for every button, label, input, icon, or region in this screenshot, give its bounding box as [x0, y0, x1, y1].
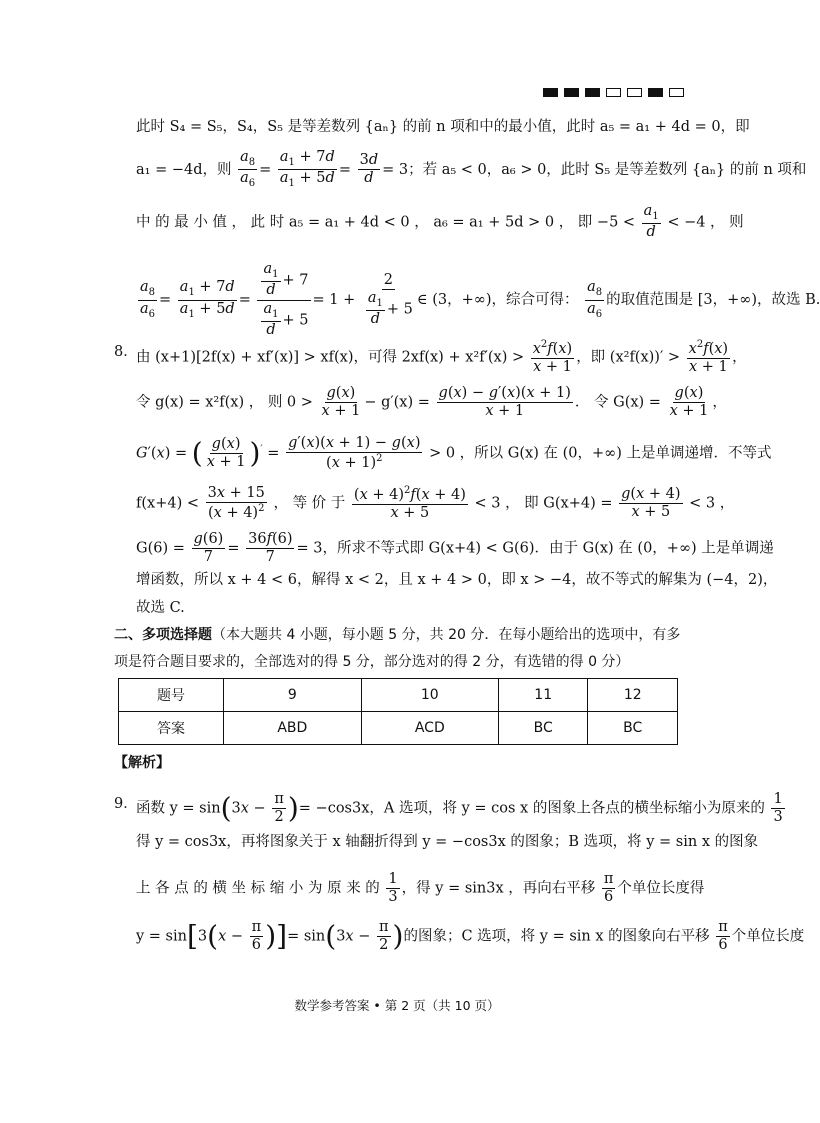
section-2-desc: 项是符合题目要求的，全部选对的得 5 分，部分选对的得 2 分，有选错的得 0 分）	[114, 654, 630, 670]
p9-line-4: y = sin[3(x − $\frac{\pi}{6}$ )]= sin(3x − $\frac{\pi}{2}$ )的图象；C 选项，将 y = sin x 的图象向右平移 $\frac{\pi}{6}$ 个单位长度	[136, 919, 805, 954]
table-cell: ABD	[224, 712, 362, 745]
header-mark	[648, 88, 663, 97]
answer-table	[118, 678, 678, 745]
p9-line-2: 得 y = cos3x，再将图象关于 x 轴翻折得到 y = −cos3x 的图象；B 选项，将 y = sin x 的图象	[136, 834, 759, 850]
p7-line-4: $\frac{a_8}{a_6}$ = $\frac{a_1 + 7d}{a_1 + 5d}$ = $\frac{a_1}{d}$ + 7 $\frac{a_1}{d}$ + 5 = 1 + 2 $\frac{a_1}{d}$ + 5 ∈ (3，+∞)，综合可得： $\frac{a_8}{a_6}$ 的取值范围是 [3，+∞)，故选 B.	[140, 261, 820, 338]
p7-line-1: 此时 S₄ = S₅，S₄，S₅ 是等差数列 {aₙ} 的前 n 项和中的最小值，此时 a₅ = a₁ + 4d = 0，即	[136, 119, 750, 135]
fraction: $\frac{g(x) - g'(x)(x + 1)}{x + 1}$	[438, 385, 571, 420]
p8-line-6: 增函数，所以 x + 4 < 6，解得 x < 2，且 x + 4 > 0，即 x > −4，故不等式的解集为 (−4，2)，	[136, 572, 778, 588]
header-mark	[669, 88, 684, 97]
header-mark	[627, 88, 642, 97]
fraction: $\frac{3d}{d}$	[359, 152, 379, 187]
table-cell: 10	[361, 679, 498, 712]
p7-line-3: 中 的 最 小 值 ， 此 时 a₅ = a₁ + 4d < 0 ， a₆ = a₁ + 5d > 0 ， 即 −5 < $\frac{a_1}{d}$ < −4 ， 则	[136, 203, 744, 241]
problem-8-number: 8．	[114, 344, 138, 360]
p8-line-3: G′(x) = ( $\frac{g(x)}{x + 1}$ )′ = $\frac{g'(x)(x + 1) - g(x)}{(x + 1)^2}$ > 0 ，所以 G(x) 在 (0，+∞) 上是单调递增．不等式	[136, 435, 772, 472]
header-mark	[564, 88, 579, 97]
table-cell: 11	[498, 679, 588, 712]
table-cell: 答案	[119, 712, 224, 745]
fraction: $\frac{g(x)}{x + 1}$	[321, 385, 361, 420]
table-cell: ACD	[361, 712, 498, 745]
analysis-heading: 【解析】	[114, 755, 170, 771]
fraction: $\frac{1}{3}$	[388, 871, 398, 906]
fraction: $\frac{g(x)}{x + 1}$	[669, 385, 709, 420]
fraction: $\frac{3x + 15}{(x + 4)^2}$	[207, 485, 265, 522]
fraction: $\frac{g(6)}{7}$	[193, 531, 224, 566]
fraction: $\frac{\pi}{2}$	[378, 919, 389, 954]
table-cell: 题号	[119, 679, 224, 712]
header-mark	[543, 88, 558, 97]
p8-line-5: G(6) = $\frac{g(6)}{7}$ = $\frac{36f(6)}{7}$ = 3，所求不等式即 G(x+4) < G(6)．由于 G(x) 在 (0，+∞) 上是单调递	[136, 531, 774, 566]
p7-line-2: a₁ = −4d，则 $\frac{a_8}{a_6}$ = $\frac{a_1 + 7d}{a_1 + 5d}$ = $\frac{3d}{d}$ = 3；若 a₅ < 0，a₆ > 0，此时 S₅ 是等差数列 {aₙ} 的前 n 项和	[136, 149, 807, 190]
problem-9-number: 9．	[114, 796, 138, 812]
p8-line-4: f(x+4) < $\frac{3x + 15}{(x + 4)^2}$ ， 等 价 于 $\frac{(x + 4)^2f(x + 4)}{x + 5}$ < 3 ， 即 G(x+4) = $\frac{g(x + 4)}{x + 5}$ < 3 ，	[136, 485, 735, 522]
fraction: $\frac{\pi}{6}$	[718, 919, 728, 954]
section-2-title: 二、多项选择题（本大题共 4 小题，每小题 5 分，共 20 分．在每小题给出的选项中，有多	[114, 627, 681, 643]
fraction: $\frac{\pi}{6}$	[603, 871, 614, 906]
fraction: $\frac{x^2f(x)}{x + 1}$	[532, 339, 573, 376]
fraction: $\frac{g'(x)(x + 1) - g(x)}{(x + 1)^2}$	[288, 435, 421, 472]
table-cell: 12	[588, 679, 678, 712]
table-row	[119, 679, 678, 712]
fraction: $\frac{a_1}{d}$ + 7 $\frac{a_1}{d}$ + 5	[257, 262, 310, 338]
fraction: $\frac{a_8}{a_6}$	[587, 279, 603, 320]
p9-line-1: 函数 y = sin(3x − $\frac{\pi}{2}$ )= −cos3x，A 选项，将 y = cos x 的图象上各点的横坐标缩小为原来的 $\frac{1}{3}$	[136, 791, 783, 826]
fraction: $\frac{a_1 + 7d}{a_1 + 5d}$	[279, 149, 335, 190]
fraction: $\frac{g(x + 4)}{x + 5}$	[621, 485, 681, 521]
table-cell: BC	[498, 712, 588, 745]
fraction: $\frac{1}{3}$	[773, 791, 783, 826]
fraction: $\frac{a_8}{a_6}$	[140, 279, 156, 320]
table-row	[119, 712, 678, 745]
fraction: $\frac{g(x)}{x + 1}$	[206, 435, 246, 471]
fraction: $\frac{(x + 4)^2f(x + 4)}{x + 5}$	[353, 485, 466, 522]
table-cell: 9	[224, 679, 362, 712]
page-footer: 数学参考答案 • 第 2 页（共 10 页）	[294, 998, 500, 1013]
fraction: $\frac{\pi}{6}$	[251, 919, 262, 954]
header-mark	[585, 88, 600, 97]
p9-line-3: 上 各 点 的 横 坐 标 缩 小 为 原 来 的 $\frac{1}{3}$ ，得 y = sin3x ，再向右平移 $\frac{\pi}{6}$ 个单位长度得	[136, 871, 705, 906]
fraction: $\frac{a_1}{d}$	[643, 203, 659, 241]
p8-line-2: 令 g(x) = x²f(x) ， 则 0 > $\frac{g(x)}{x + 1}$ − g′(x) = $\frac{g(x) - g'(x)(x + 1)}{x + 1}$ ． 令 G(x) = $\frac{g(x)}{x + 1}$ ，	[136, 385, 727, 420]
p8-line-1: 由 (x+1)[2f(x) + xf′(x)] > xf(x)，可得 2xf(x) + x²f′(x) > $\frac{x^2f(x)}{x + 1}$ ，即 (x²f(x))′ > $\frac{x^2f(x)}{x + 1}$ ，	[136, 339, 747, 376]
header-mark	[606, 88, 621, 97]
fraction: $\frac{x^2f(x)}{x + 1}$	[688, 339, 729, 376]
fraction: 2 $\frac{a_1}{d}$ + 5	[367, 271, 413, 328]
fraction: $\frac{\pi}{2}$	[274, 791, 284, 826]
fraction: $\frac{a_1 + 7d}{a_1 + 5d}$	[179, 279, 235, 320]
fraction: $\frac{36f(6)}{7}$	[248, 531, 293, 566]
p8-line-7: 故选 C.	[136, 600, 185, 616]
header-marks	[543, 88, 684, 97]
table-cell: BC	[588, 712, 678, 745]
fraction: $\frac{a_8}{a_6}$	[240, 149, 256, 190]
